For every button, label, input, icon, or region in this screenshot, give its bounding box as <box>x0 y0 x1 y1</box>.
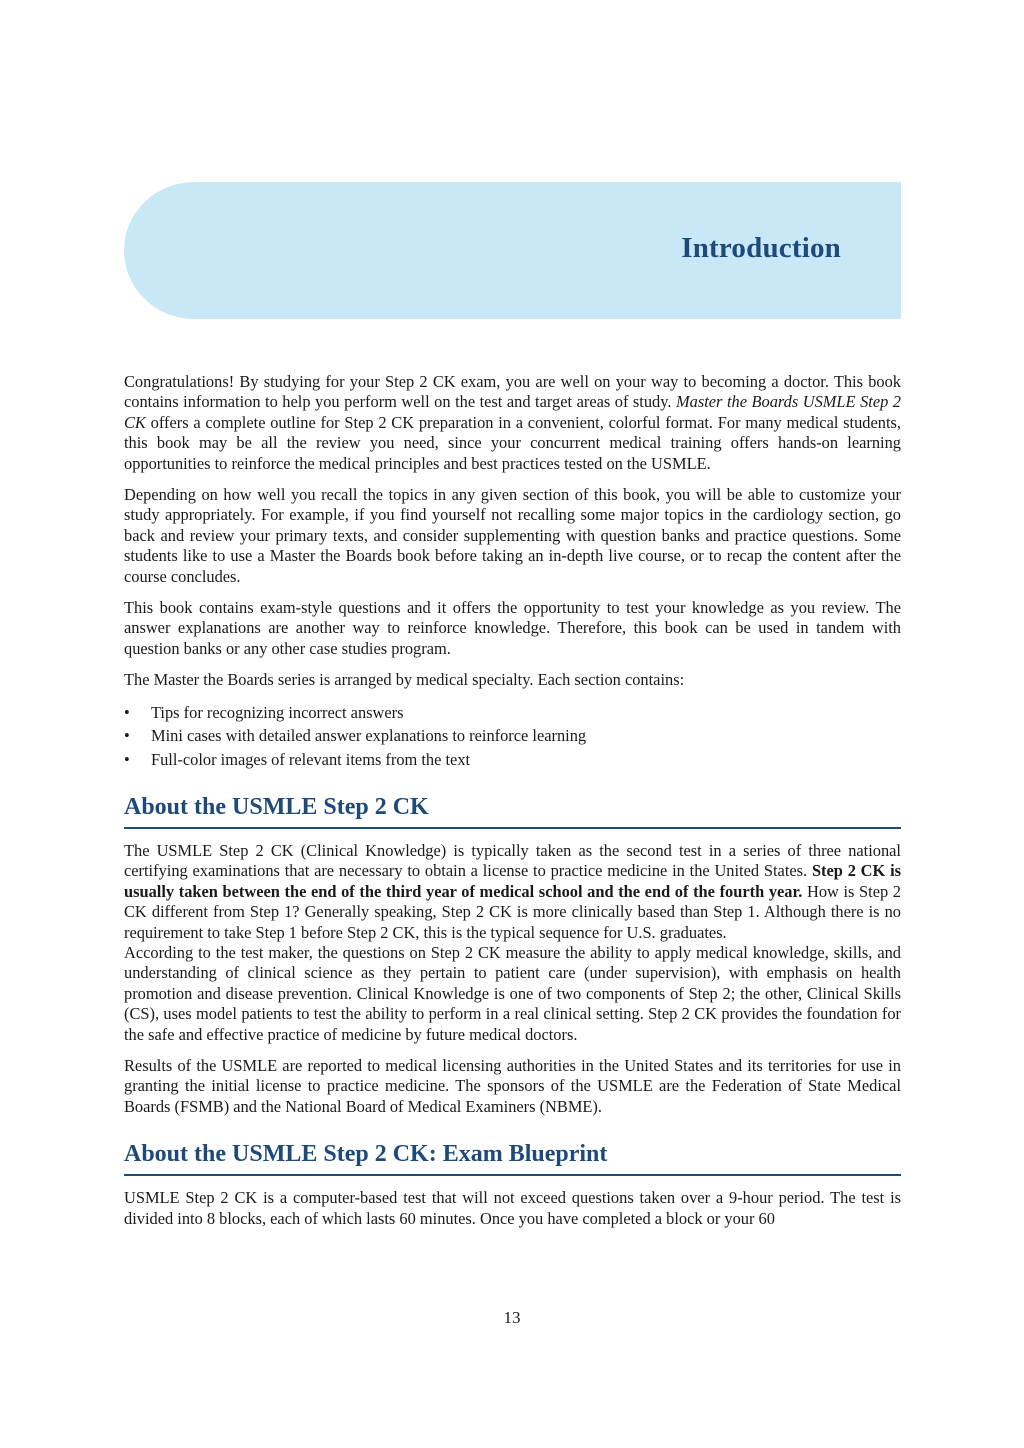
about-p1-bold: Step 2 CK is usually taken between the end of the third year of medical school and the end of the fourth year. <box>124 861 901 901</box>
list-item-text: Mini cases with detailed answer explanations to reinforce learning <box>151 726 587 746</box>
blueprint-paragraph-1: USMLE Step 2 CK is a computer-based test that will not exceed questions taken over a 9-hour period. The test is divided into 8 blocks, each of which lasts 60 minutes. Once you have completed a block or your 60 <box>124 1188 901 1228</box>
list-item <box>124 726 901 746</box>
page-number: 13 <box>503 1308 521 1327</box>
intro-paragraph-4: The Master the Boards series is arranged by medical specialty. Each section contains: <box>124 670 685 690</box>
page-content <box>124 372 901 1240</box>
section-heading-about: About the USMLE Step 2 CK <box>124 792 901 829</box>
about-paragraph-3: Results of the USMLE are reported to medical licensing authorities in the United States and its territories for use in granting the initial license to practice medicine. The sponsors of the USMLE are the Federation of State Medical Boards (FSMB) and the National Board of Medical Examiners (NBME). <box>124 1055 901 1116</box>
chapter-title: Introduction <box>681 232 841 264</box>
bullet-icon: • <box>124 726 130 746</box>
chapter-banner <box>124 182 901 319</box>
book-title-italic: Master the Boards USMLE Step 2 CK <box>124 392 902 432</box>
intro-paragraph-1 <box>124 372 901 474</box>
section-contents-list <box>124 703 901 770</box>
intro-paragraph-2: Depending on how well you recall the topics in any given section of this book, you will be able to customize your study appropriately. For example, if you find yourself not recalling some major topics in the cardiology section, go back and review your primary texts, and consider supplementing with question banks and practice questions. Some students like to use a Master the Boards book before taking an in-depth live course, or to recap the content after the course concludes. <box>124 485 901 586</box>
about-p1-end: How is Step 2 CK different from Step 1? Generally speaking, Step 2 CK is more clinically based than Step 1. Although there is no requirement to take Step 1 before Step 2 CK, this is the typical sequence for U.S. graduates. <box>124 881 902 942</box>
about-paragraph-2: According to the test maker, the questions on Step 2 CK measure the ability to apply medical knowledge, skills, and understanding of clinical science as they pertain to patient care (under supervision), with emphasis on health promotion and disease prevention. Clinical Knowledge is one of two components of Step 2; the other, Clinical Skills (CS), uses model patients to test the ability to perform in a real clinical setting. Step 2 CK provides the foundation for the safe and effective practice of medicine by future medical doctors. <box>124 942 901 1044</box>
about-p1-start: The USMLE Step 2 CK (Clinical Knowledge) is typically taken as the second test in a series of three national certifying examinations that are necessary to obtain a license to practice medicine in the United States. <box>124 840 901 881</box>
about-paragraph-1 <box>124 841 901 943</box>
list-item-text: Full-color images of relevant items from the text <box>151 749 471 769</box>
list-item-text: Tips for recognizing incorrect answers <box>151 702 404 722</box>
intro-paragraph-3: This book contains exam-style questions and it offers the opportunity to test your knowledge as you review. The answer explanations are another way to reinforce knowledge. Therefore, this book can be used in tandem with question banks or any other case studies program. <box>124 598 901 658</box>
section-heading-blueprint: About the USMLE Step 2 CK: Exam Blueprint <box>124 1139 901 1176</box>
intro-p1-end: offers a complete outline for Step 2 CK preparation in a convenient, colorful format. For many medical students, this book may be all the review you need, since your concurrent medical training offers hands-on learning opportunities to reinforce the medical principles and best practices tested on the USMLE. <box>124 412 901 473</box>
list-item <box>124 703 901 723</box>
list-item <box>124 750 901 770</box>
bullet-icon: • <box>124 749 130 769</box>
intro-p1-start: Congratulations! By studying for your Step 2 CK exam, you are well on your way to becoming a doctor. This book contains information to help you perform well on the test and target areas of study. <box>124 372 901 412</box>
bullet-icon: • <box>124 702 130 722</box>
